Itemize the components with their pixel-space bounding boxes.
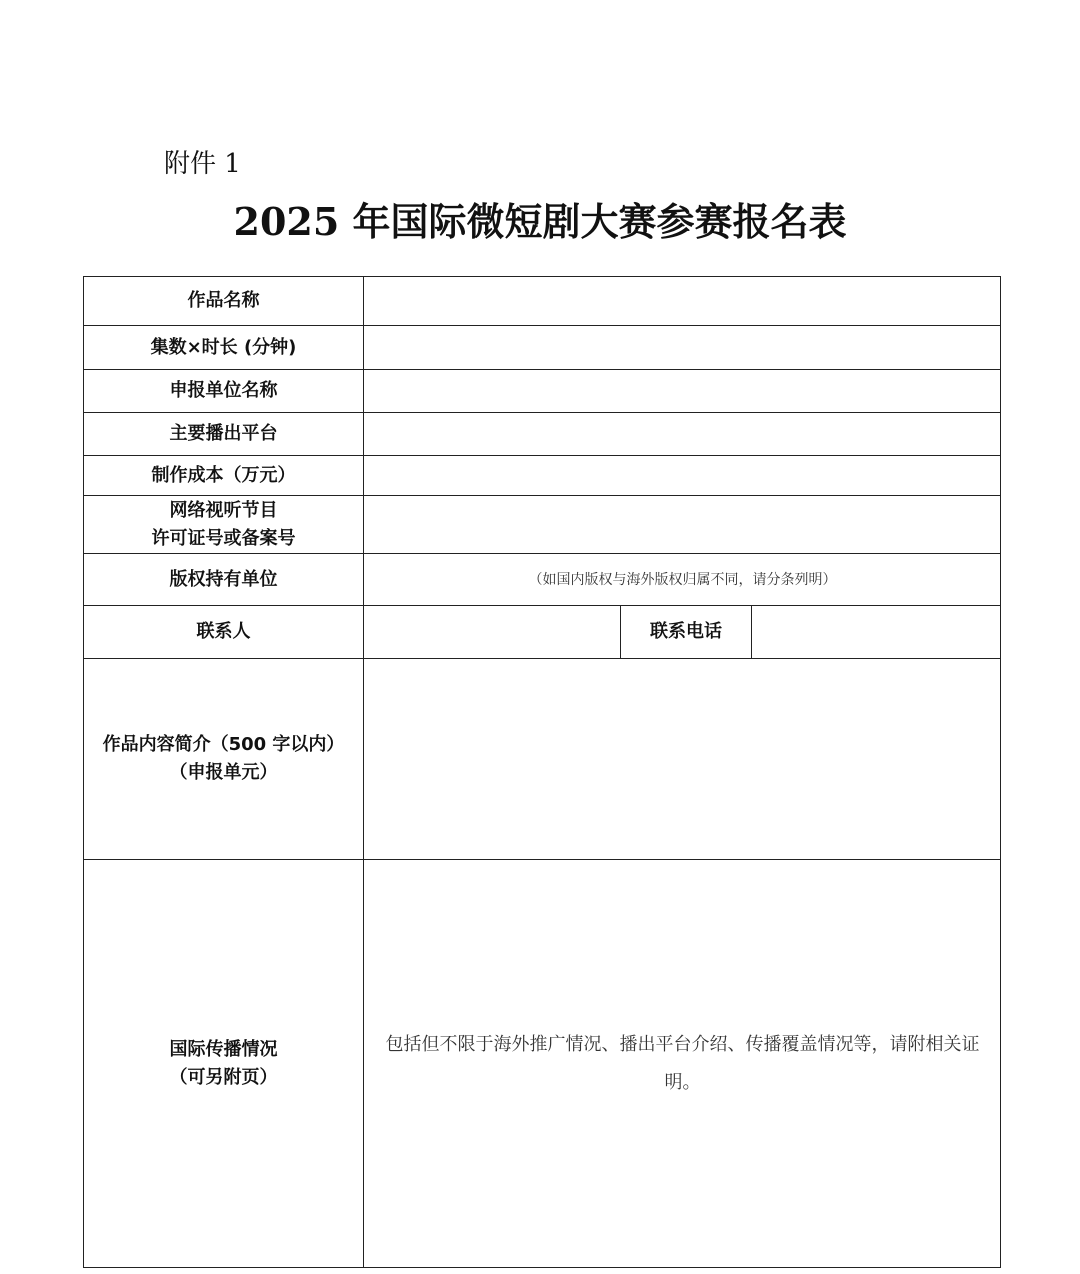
applicant-unit-label: 申报单位名称 bbox=[84, 370, 364, 413]
attachment-label: 附件 1 bbox=[164, 149, 241, 179]
form-title: 2025 年国际微短剧大赛参赛报名表 bbox=[233, 199, 847, 244]
copyright-holder-label: 版权持有单位 bbox=[84, 554, 364, 606]
main-platform-label: 主要播出平台 bbox=[84, 413, 364, 456]
contact-phone-label: 联系电话 bbox=[621, 606, 752, 659]
work-name-label: 作品名称 bbox=[84, 277, 364, 326]
episodes-duration-label: 集数×时长 (分钟) bbox=[84, 326, 364, 370]
main-platform-field[interactable] bbox=[364, 413, 1001, 456]
production-cost-label: 制作成本（万元） bbox=[84, 456, 364, 496]
intl-spread-label-line2: （可另附页） bbox=[169, 1066, 278, 1088]
production-cost-field[interactable] bbox=[364, 456, 1001, 496]
copyright-hint: （如国内版权与海外版权归属不同，请分条列明） bbox=[528, 571, 837, 588]
synopsis-label-line1: 作品内容简介（500 字以内） bbox=[102, 734, 345, 755]
intl-spread-hint: 包括但不限于海外推广情况、播出平台介绍、传播覆盖情况等，请附相关证明。 bbox=[385, 1033, 980, 1093]
contact-phone-field[interactable] bbox=[752, 606, 1001, 659]
license-label-line2: 许可证号或备案号 bbox=[151, 527, 296, 549]
contact-person-label: 联系人 bbox=[84, 606, 364, 659]
contact-person-field[interactable] bbox=[364, 606, 621, 659]
license-label-line1: 网络视听节目 bbox=[169, 499, 278, 521]
applicant-unit-field[interactable] bbox=[364, 370, 1001, 413]
license-number-label bbox=[84, 496, 364, 554]
intl-spread-label bbox=[84, 860, 364, 1267]
work-name-field[interactable] bbox=[364, 277, 1001, 326]
synopsis-field[interactable] bbox=[364, 659, 1001, 860]
registration-form-table bbox=[83, 276, 1001, 1268]
copyright-holder-field[interactable] bbox=[364, 554, 1001, 606]
intl-spread-field[interactable] bbox=[364, 860, 1001, 1267]
synopsis-label bbox=[84, 659, 364, 860]
episodes-duration-field[interactable] bbox=[364, 326, 1001, 370]
synopsis-label-line2: （申报单元） bbox=[169, 762, 278, 783]
license-number-field[interactable] bbox=[364, 496, 1001, 554]
intl-spread-label-line1: 国际传播情况 bbox=[169, 1038, 278, 1060]
